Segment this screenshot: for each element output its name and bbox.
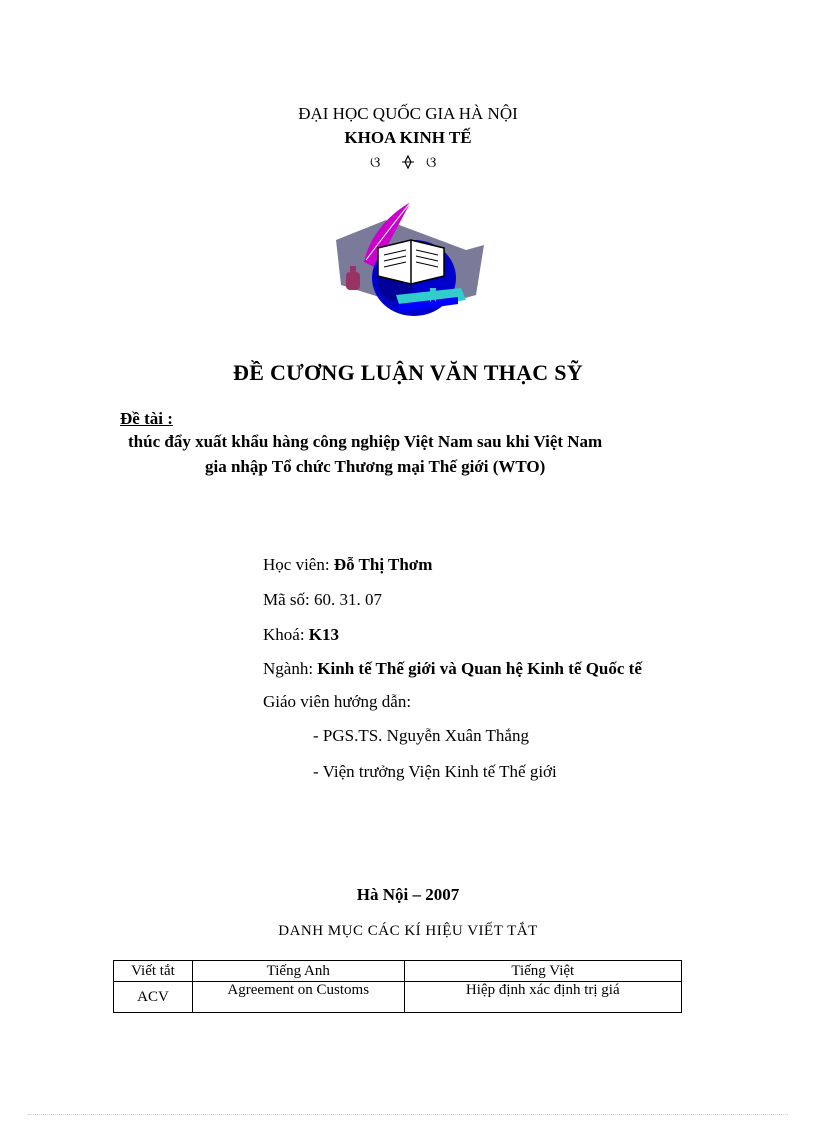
- table-header-cell: Viết tắt: [114, 961, 193, 982]
- abbreviations-table: [113, 960, 682, 1013]
- topic-line-2: gia nhập Tổ chức Thương mại Thế giới (WTO): [205, 457, 546, 476]
- topic-label: Đề tài :: [120, 409, 173, 428]
- table-cell: Agreement on Customs: [192, 982, 404, 1013]
- student-label: Học viên:: [263, 555, 334, 574]
- advisor-line-2: - Viện trưởng Viện Kinh tế Thế giới: [313, 762, 557, 781]
- ornament-icon: [368, 153, 448, 171]
- table-cell: ACV: [114, 982, 193, 1013]
- table-header-row: [114, 961, 682, 982]
- advisor-line-1: - PGS.TS. Nguyễn Xuân Thắng: [313, 726, 529, 745]
- table-header-cell: Tiếng Việt: [404, 961, 681, 982]
- open-book-graduation-logo-icon: [326, 200, 488, 324]
- table-cell: Hiệp định xác định trị giá: [404, 982, 681, 1013]
- course-label: Khoá:: [263, 625, 309, 644]
- major-row: [263, 659, 642, 679]
- major-label: Ngành:: [263, 659, 318, 678]
- table-header-cell: Tiếng Anh: [192, 961, 404, 982]
- place-year: Hà Nội – 2007: [356, 885, 460, 904]
- page-bottom-divider: [28, 1114, 788, 1115]
- course-row: [263, 625, 339, 645]
- abbreviations-title: DANH MỤC CÁC KÍ HIỆU VIẾT TẮT: [278, 923, 538, 939]
- major-value: Kinh tế Thế giới và Quan hệ Kinh tế Quốc tế: [317, 659, 642, 678]
- table-row: [114, 982, 682, 1013]
- student-row: [263, 555, 432, 575]
- document-title: ĐỀ CƯƠNG LUẬN VĂN THẠC SỸ: [233, 360, 583, 385]
- code-row: [263, 590, 382, 610]
- faculty-name: KHOA KINH TẾ: [344, 128, 472, 147]
- topic-line-1: thúc đẩy xuất khẩu hàng công nghiệp Việt Nam sau khi Việt Nam: [128, 432, 603, 451]
- code-label: Mã số:: [263, 590, 314, 609]
- code-value: 60. 31. 07: [314, 590, 382, 609]
- svg-text:ଓ: ଓ: [426, 153, 441, 171]
- student-name: Đỗ Thị Thơm: [333, 555, 433, 574]
- university-name: ĐẠI HỌC QUỐC GIA HÀ NỘI: [298, 104, 518, 123]
- ornament-divider: [0, 153, 816, 176]
- svg-text:ଓ: ଓ: [370, 153, 385, 171]
- course-value: K13: [308, 625, 340, 644]
- advisor-label: Giáo viên hướng dẫn:: [263, 692, 412, 711]
